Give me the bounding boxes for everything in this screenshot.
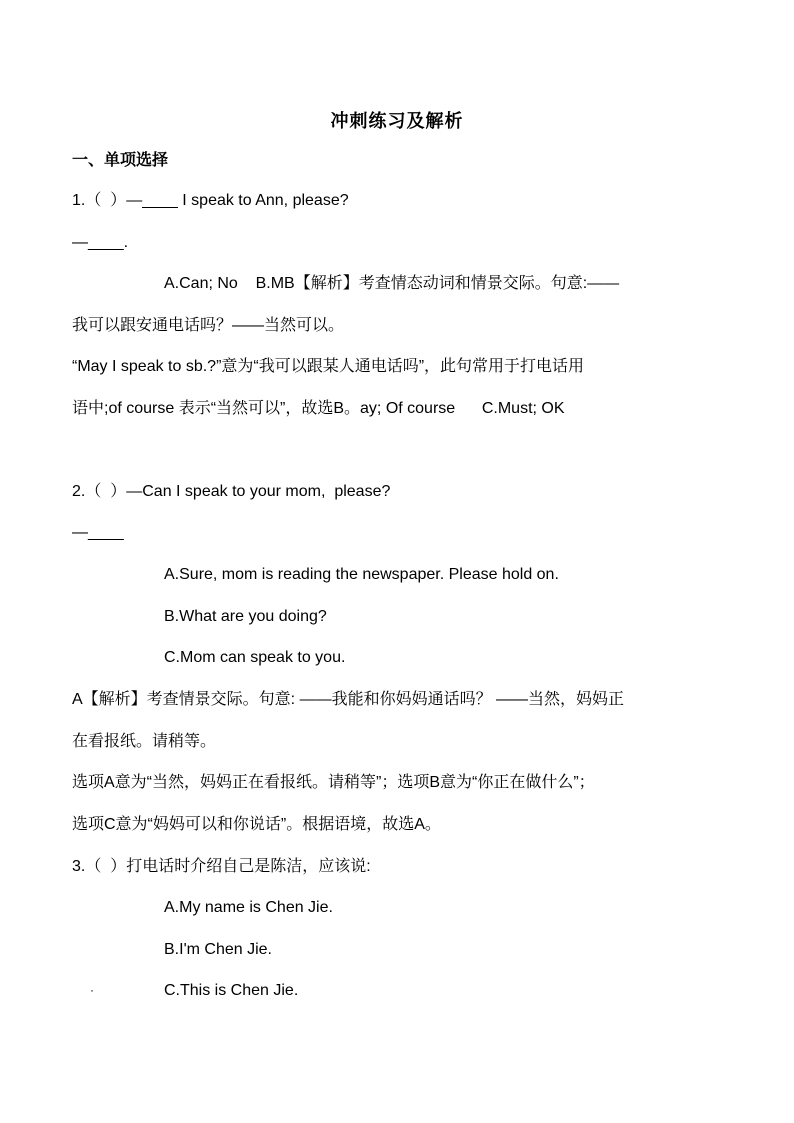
- question-3-stem: 3.（ ）打电话时介绍自己是陈洁，应该说:: [72, 858, 371, 875]
- question-2-answer-blank: —____: [72, 524, 124, 541]
- question-2-option-a: A.Sure, mom is reading the newspaper. Please hold on.: [164, 566, 559, 583]
- question-2-stem: 2.（ ）—Can I speak to your mom, please?: [72, 483, 391, 500]
- question-2-explanation-line: 选项A意为“当然，妈妈正在看报纸。请稍等”；选项B意为“你正在做什么”；: [72, 774, 595, 791]
- question-1-explanation-line: “May I speak to sb.?”意为“我可以跟某人通电话吗”，此句常用于打电话用: [72, 358, 585, 375]
- question-2-option-b: B.What are you doing?: [164, 608, 327, 625]
- page-title: 冲刺练习及解析: [330, 111, 464, 132]
- question-1-explanation-line: 语中;of course 表示“当然可以”，故选B。ay; Of course C.Must; OK: [72, 400, 565, 417]
- question-1-stem: 1.（ ）—____ I speak to Ann, please?: [72, 192, 349, 209]
- question-1-explanation-line: 我可以跟安通电话吗？——当然可以。: [72, 317, 345, 334]
- question-3-option-a: A.My name is Chen Jie.: [164, 899, 333, 916]
- question-3-option-b: B.I'm Chen Jie.: [164, 941, 272, 958]
- question-2-explanation-line: A【解析】考查情景交际。句意: ——我能和你妈妈通话吗？ ——当然，妈妈正: [72, 691, 625, 708]
- question-1-options-explanation: A.Can; No B.MB【解析】考查情态动词和情景交际。句意:——: [164, 275, 620, 292]
- stray-dot-mark: ·: [90, 983, 94, 997]
- question-2-option-c: C.Mom can speak to you.: [164, 649, 346, 666]
- question-2-explanation-line: 选项C意为“妈妈可以和你说话”。根据语境，故选A。: [72, 816, 441, 833]
- question-3-option-c: C.This is Chen Jie.: [164, 982, 299, 999]
- question-2-explanation-line: 在看报纸。请稍等。: [72, 733, 217, 750]
- question-1-answer-blank: —____.: [72, 234, 129, 251]
- section-heading: 一、单项选择: [72, 150, 169, 169]
